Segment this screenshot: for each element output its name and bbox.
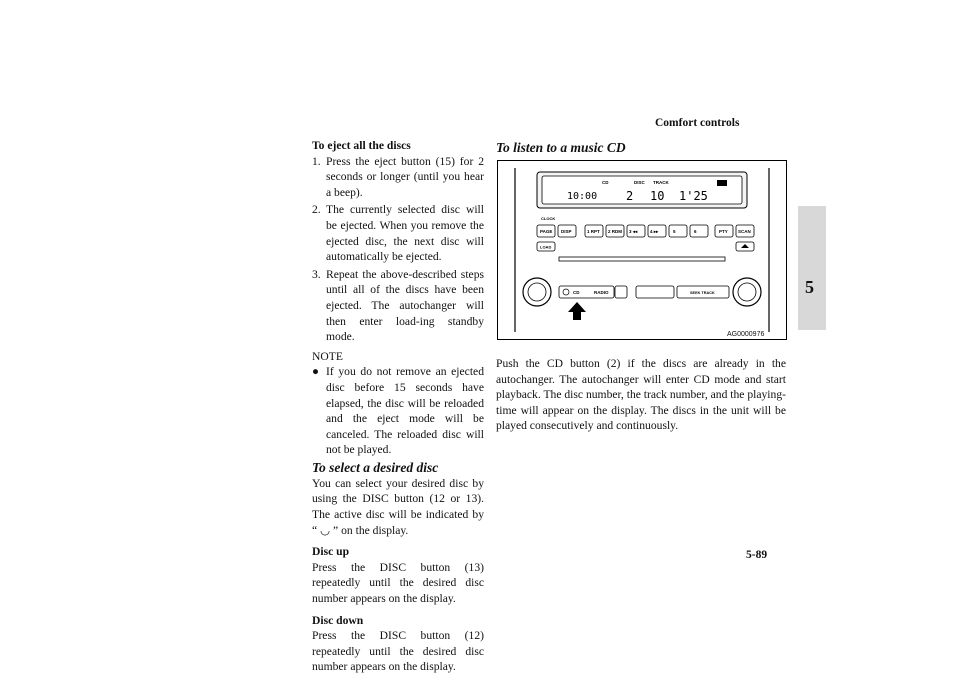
display-track: 10: [650, 189, 665, 203]
pty-button-label: PTY: [719, 229, 728, 234]
note-label: NOTE: [312, 349, 343, 363]
display-label-disc: DISC: [634, 180, 645, 185]
disc-up-title: Disc up: [312, 545, 350, 559]
select-disc-text: You can select your desired disc by using the DISC button (12 or 13). The active disc will be indicated by “ ◡ ” on the display.: [312, 476, 484, 537]
page-button-label: PAGE: [540, 229, 553, 234]
clock-label: CLOCK: [541, 216, 556, 221]
load-button-label: LOAD: [540, 244, 552, 250]
bullet-icon: ●: [312, 365, 320, 379]
eject-steps: [312, 154, 484, 345]
preset-4-label: 4 ▸▸: [650, 229, 659, 234]
display-disc: 2: [626, 189, 634, 203]
listen-cd-title: To listen to a music CD: [496, 140, 626, 155]
disp-button-label: DISP: [561, 229, 572, 234]
eject-step: 2. The currently selected disc will be ejected. When you remove the ejected disc, the next disc will automatically be ejected.: [312, 203, 484, 264]
preset-3-label: 3 ◂◂: [629, 229, 638, 234]
radio-illustration: [497, 160, 787, 340]
display-time: 1'25: [679, 189, 708, 203]
scan-button-label: SCAN: [738, 229, 751, 234]
preset-5-label: 5: [673, 229, 676, 234]
preset-6-label: 6: [694, 229, 697, 234]
select-disc-title: To select a desired disc: [312, 459, 439, 475]
chapter-tab: [798, 206, 826, 330]
preset-2-label: 2 RDM: [608, 229, 623, 234]
left-column: [312, 138, 484, 675]
disc-up-text: Press the DISC button (13) repeatedly until the desired disc number appears on the display.: [312, 560, 484, 606]
disc-down-text: Press the DISC button (12) repeatedly until the desired disc number appears on the display.: [312, 629, 484, 674]
chapter-number: 5: [805, 277, 814, 297]
disc-slot: [559, 257, 725, 261]
blank-panel: [636, 286, 674, 298]
display-label-track: TRACK: [653, 180, 669, 185]
preset-1-label: 1 RPT: [587, 229, 600, 234]
preset-6-button[interactable]: [690, 225, 708, 237]
radio-button-label: RADIO: [594, 290, 609, 295]
radio-button[interactable]: [615, 286, 627, 298]
cd-button-label: CD: [573, 290, 580, 295]
preset-5-button[interactable]: [669, 225, 687, 237]
display-label-cd: CD: [602, 180, 609, 185]
disc-down-title: Disc down: [312, 613, 364, 627]
note-text: If you do not remove an ejected disc before 15 seconds have elapsed, the disc will be reloaded and the eject mode will be canceled. The reloaded disc will not be played.: [326, 365, 484, 457]
figure-code: AG0000976: [727, 331, 765, 338]
seek-track-label: SEEK TRACK: [690, 291, 715, 295]
listen-cd-text: Push the CD button (2) if the discs are already in the autochanger. The autochanger will enter CD mode and start playback. The disc number, the track number, and the playing-time will appear on the display. The discs in the unit will be played consecutively and continuously.: [496, 357, 786, 433]
page-number: 5-89: [746, 549, 768, 561]
note-item: [312, 364, 484, 458]
eject-step: 3. Repeat the above-described steps until all of the discs have been ejected. The autochanger will then enter load-ing standby mode.: [312, 267, 484, 344]
eject-title: To eject all the discs: [312, 139, 411, 152]
eject-step: 1. Press the eject button (15) for 2 seconds or longer (until you hear a beep).: [312, 154, 484, 199]
display-clock: 10:00: [567, 191, 598, 202]
header-title: Comfort controls: [655, 117, 740, 129]
